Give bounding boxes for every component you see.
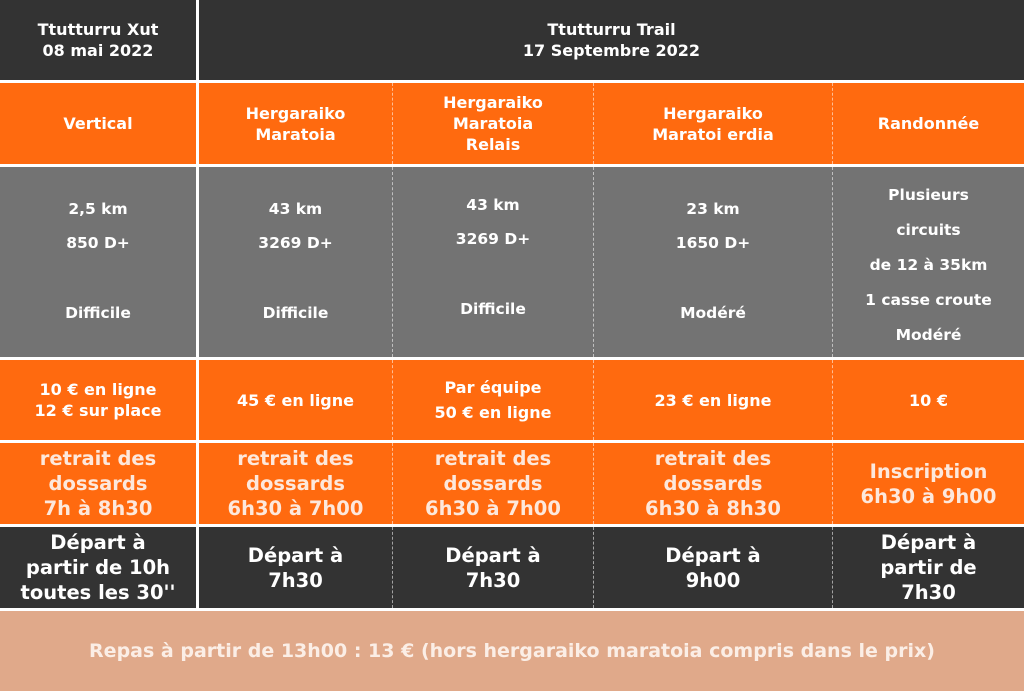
race-start-erdia (593, 527, 832, 608)
race-pickup-line: 6h30 à 9h00 (860, 484, 997, 508)
race-start-line: 7h30 (268, 568, 323, 592)
race-pickup-line: retrait des (434, 447, 552, 470)
header-xut-name: Ttutturru Xut (37, 20, 159, 39)
race-name-line: Hergaraiko (663, 103, 763, 123)
race-name-line: Randonnée (877, 114, 980, 133)
race-pickup-line: 7h à 8h30 (43, 497, 153, 520)
race-start-line: Départ à (665, 543, 761, 567)
race-price-line: Par équipe (444, 378, 542, 397)
race-price-line: 10 € en ligne (39, 380, 157, 399)
race-difficulty: Difficile (262, 304, 329, 322)
race-price-line: 10 € (909, 390, 948, 410)
race-distance: 2,5 km (68, 200, 128, 218)
race-start-line: 7h30 (901, 581, 956, 604)
race-pickup-line: 6h30 à 7h00 (227, 497, 364, 520)
race-price-relais (392, 360, 593, 440)
race-specs-randonnee (832, 167, 1024, 357)
race-elevation: 3269 D+ (455, 230, 531, 248)
race-price-line: 23 € en ligne (654, 390, 772, 410)
race-pickup-line: Inscription (869, 459, 988, 483)
race-pickup-maratoia (199, 443, 392, 524)
race-start-maratoia (199, 527, 392, 608)
race-pickup-line: dossards (246, 472, 345, 495)
race-specs-vertical (0, 167, 196, 357)
race-start-line: Départ à (880, 531, 977, 554)
race-name-randonnee (832, 83, 1024, 164)
race-name-erdia (593, 83, 832, 164)
race-price-erdia (593, 360, 832, 440)
race-price-vertical (0, 360, 196, 440)
race-pickup-line: retrait des (654, 447, 772, 470)
race-pickup-line: dossards (663, 472, 763, 495)
race-start-line: 9h00 (685, 568, 741, 592)
race-start-line: Départ à (445, 543, 541, 567)
race-spec-line: 1 casse croute (865, 291, 992, 309)
race-distance: 43 km (268, 200, 323, 218)
race-spec-line: Modéré (895, 326, 962, 344)
race-price-line: 50 € en ligne (434, 403, 552, 422)
race-difficulty: Modéré (680, 304, 746, 322)
race-specs-erdia (593, 167, 832, 357)
meal-footer-text: Repas à partir de 13h00 : 13 € (hors hergaraiko maratoia compris dans le prix) (89, 640, 935, 662)
race-start-line: toutes les 30'' (20, 581, 176, 604)
race-pickup-line: retrait des (237, 447, 354, 470)
header-trail-date: 17 Septembre 2022 (522, 41, 701, 60)
race-name-line: Vertical (63, 114, 133, 133)
race-pickup-relais (392, 443, 593, 524)
race-distance: 23 km (686, 200, 740, 218)
race-start-line: partir de 10h (25, 556, 171, 579)
race-specs-relais (392, 167, 593, 357)
race-start-line: Départ à (50, 531, 146, 554)
race-start-randonnee (832, 527, 1024, 608)
race-pickup-randonnee (832, 443, 1024, 524)
race-name-relais (392, 83, 593, 164)
race-start-line: partir de (880, 556, 977, 579)
header-xut-date: 08 mai 2022 (42, 41, 154, 60)
race-price-line: 45 € en ligne (236, 390, 354, 410)
header-trail-name: Ttutturru Trail (547, 20, 676, 39)
race-start-relais (392, 527, 593, 608)
race-name-line: Maratoi erdia (652, 124, 774, 144)
race-pickup-line: 6h30 à 7h00 (425, 497, 561, 520)
race-name-vertical (0, 83, 196, 164)
race-specs-maratoia (199, 167, 392, 357)
race-name-line: Maratoia (452, 114, 534, 133)
race-pickup-line: 6h30 à 8h30 (645, 497, 781, 520)
race-difficulty: Difficile (460, 300, 526, 318)
race-elevation: 1650 D+ (675, 234, 751, 252)
race-name-line: Relais (465, 135, 521, 154)
race-spec-line: Plusieurs (888, 186, 969, 204)
race-name-line: Maratoia (255, 124, 336, 144)
race-spec-line: de 12 à 35km (869, 256, 988, 274)
race-elevation: 850 D+ (66, 234, 130, 252)
race-name-line: Hergaraiko (245, 103, 346, 123)
race-start-line: 7h30 (465, 568, 521, 592)
race-start-line: Départ à (247, 543, 344, 567)
race-distance: 43 km (466, 196, 520, 214)
race-elevation: 3269 D+ (258, 234, 333, 252)
race-price-line: 12 € sur place (34, 401, 162, 420)
race-name-line: Hergaraiko (443, 93, 543, 112)
race-pickup-vertical (0, 443, 196, 524)
header-trail (199, 0, 1024, 80)
race-pickup-line: dossards (48, 472, 148, 495)
race-difficulty: Difficile (65, 304, 131, 322)
race-price-randonnee (832, 360, 1024, 440)
race-price-maratoia (199, 360, 392, 440)
race-pickup-line: retrait des (39, 447, 157, 470)
race-pickup-line: dossards (443, 472, 543, 495)
meal-footer (0, 611, 1024, 691)
header-xut (0, 0, 196, 80)
race-spec-line: circuits (896, 221, 961, 239)
race-pickup-erdia (593, 443, 832, 524)
race-name-maratoia (199, 83, 392, 164)
race-start-vertical (0, 527, 196, 608)
